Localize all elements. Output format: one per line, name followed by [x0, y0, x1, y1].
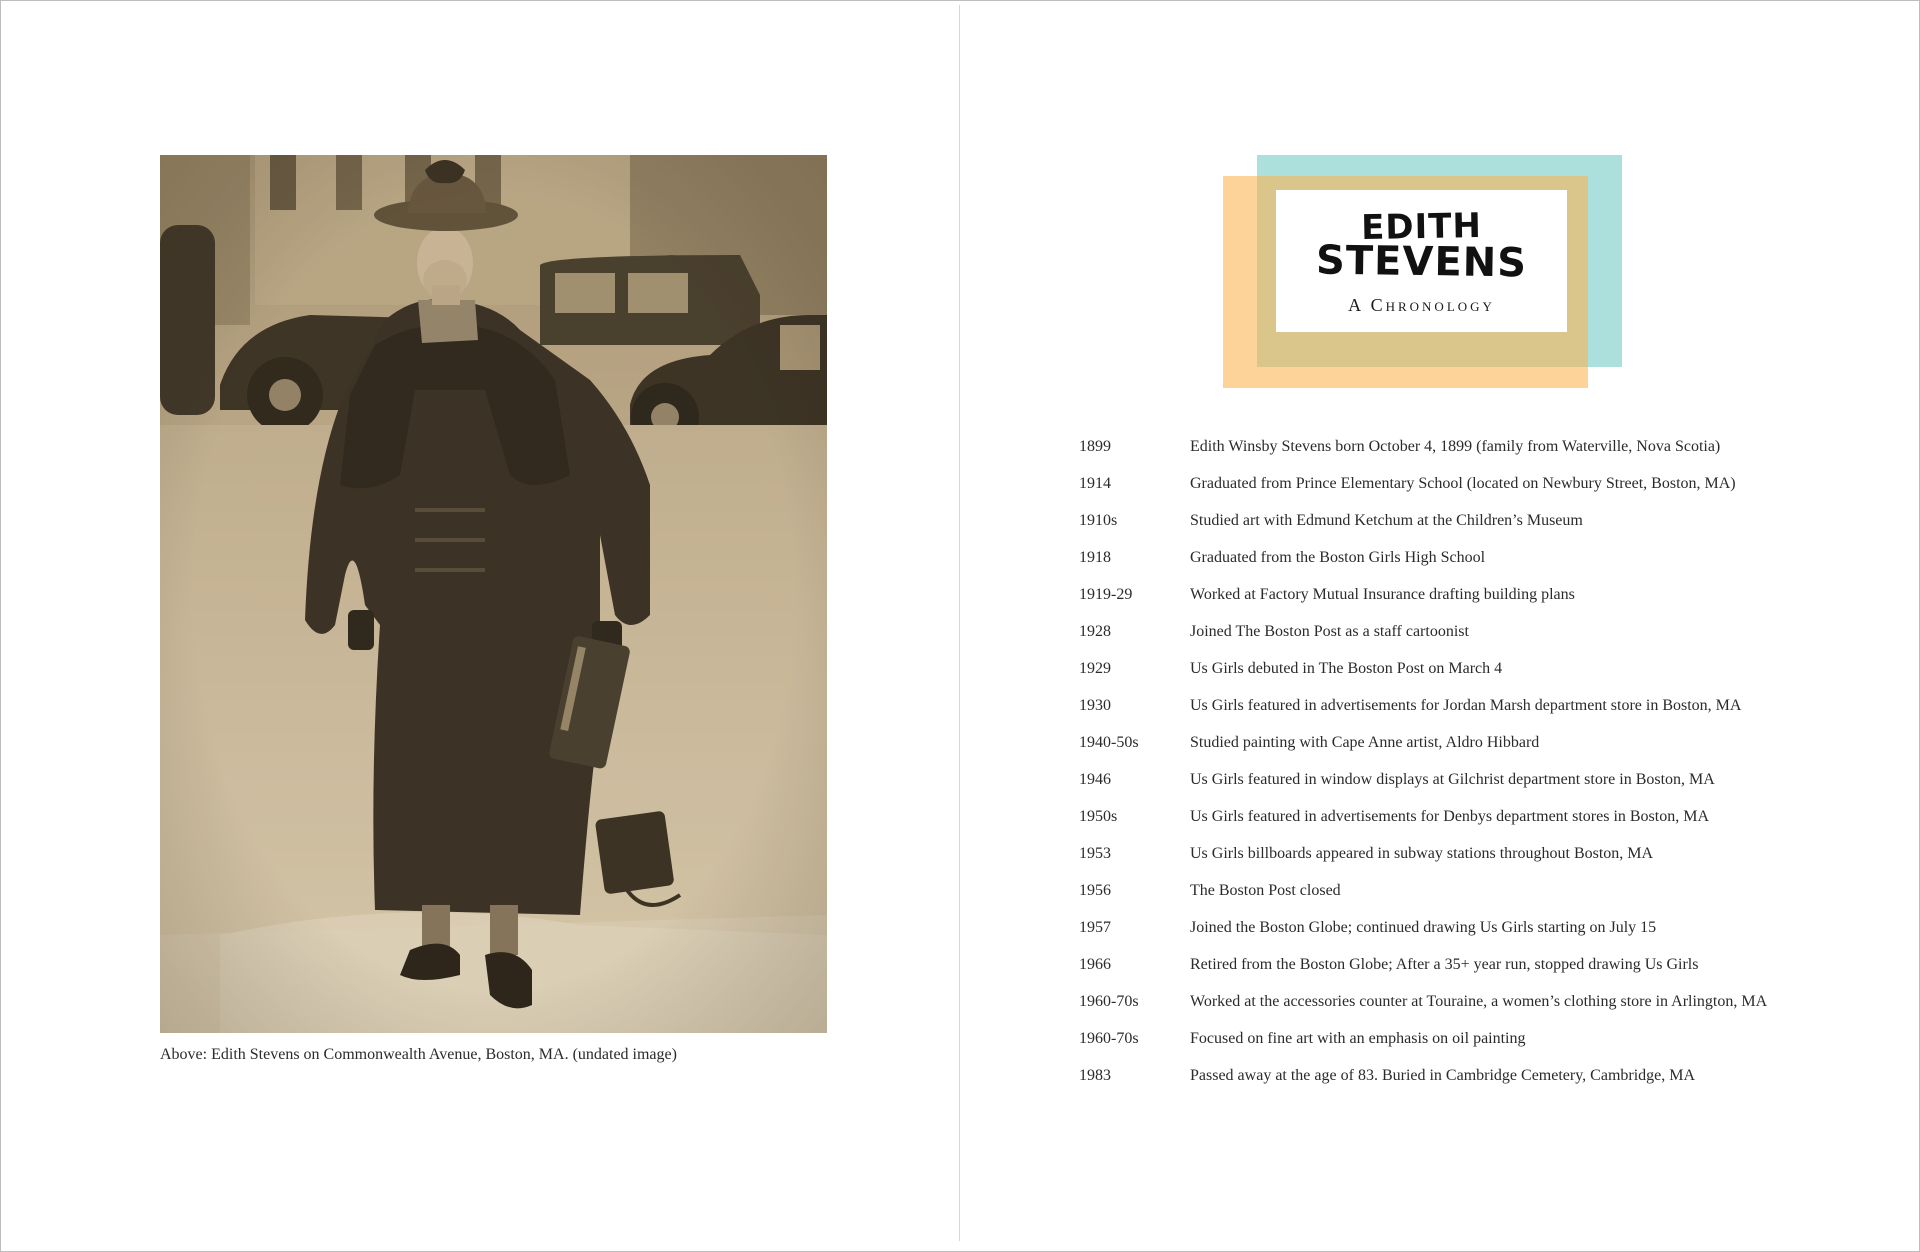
entry-year: 1910s — [1079, 512, 1118, 529]
entry-year: 1960-70s — [1079, 993, 1139, 1010]
entry-event: Worked at Factory Mutual Insurance drafting building plans — [1190, 586, 1575, 603]
entry-event: Joined The Boston Post as a staff cartoonist — [1190, 623, 1469, 640]
logo-name-last: STEVENS — [1315, 237, 1528, 287]
entry-year: 1983 — [1079, 1067, 1111, 1084]
chronology-entry — [1079, 919, 1819, 956]
entry-year: 1960-70s — [1079, 1030, 1139, 1047]
entry-event: Studied painting with Cape Anne artist, Aldro Hibbard — [1190, 734, 1540, 751]
entry-year: 1930 — [1079, 697, 1111, 714]
entry-year: 1899 — [1079, 438, 1111, 455]
chronology-entry — [1079, 993, 1819, 1030]
chronology-entry — [1079, 512, 1819, 549]
entry-year: 1928 — [1079, 623, 1111, 640]
chronology-entry — [1079, 475, 1819, 512]
entry-event: Focused on fine art with an emphasis on oil painting — [1190, 1030, 1526, 1047]
chronology-entry — [1079, 845, 1819, 882]
page-gutter — [959, 5, 960, 1241]
entry-event: Us Girls featured in advertisements for Denbys department stores in Boston, MA — [1190, 808, 1710, 825]
entry-event: Retired from the Boston Globe; After a 35+ year run, stopped drawing Us Girls — [1190, 956, 1699, 973]
entry-event: Studied art with Edmund Ketchum at the Children’s Museum — [1190, 512, 1583, 529]
chronology-entry — [1079, 882, 1819, 919]
chronology-entry — [1079, 734, 1819, 771]
chronology-entry — [1079, 1030, 1819, 1067]
entry-event: Us Girls featured in window displays at Gilchrist department store in Boston, MA — [1190, 771, 1715, 788]
chronology-entry — [1079, 808, 1819, 845]
chronology-entry — [1079, 660, 1819, 697]
entry-event: Graduated from the Boston Girls High School — [1190, 549, 1486, 566]
entry-event: Edith Winsby Stevens born October 4, 1899 (family from Waterville, Nova Scotia) — [1190, 438, 1721, 455]
entry-event: Us Girls debuted in The Boston Post on March 4 — [1190, 660, 1503, 677]
entry-year: 1914 — [1079, 475, 1111, 492]
chronology-subtitle: A Chronology — [1348, 295, 1495, 315]
chronology-list — [1079, 438, 1819, 1104]
title-block — [1223, 155, 1623, 389]
entry-event: Graduated from Prince Elementary School (located on Newbury Street, Boston, MA) — [1190, 475, 1736, 492]
entry-year: 1957 — [1079, 919, 1111, 936]
chronology-entry — [1079, 956, 1819, 993]
chronology-entry — [1079, 1067, 1819, 1104]
entry-event: Worked at the accessories counter at Touraine, a women’s clothing store in Arlington, MA — [1190, 993, 1768, 1010]
entry-event: Us Girls featured in advertisements for Jordan Marsh department store in Boston, MA — [1190, 697, 1742, 714]
chronology-entry — [1079, 771, 1819, 808]
entry-event: The Boston Post closed — [1190, 882, 1341, 899]
chronology-entry — [1079, 586, 1819, 623]
entry-year: 1919-29 — [1079, 586, 1133, 603]
photo-caption: Above: Edith Stevens on Commonwealth Avenue, Boston, MA. (undated image) — [160, 1046, 677, 1063]
portrait-photograph — [160, 155, 827, 1033]
entry-year: 1946 — [1079, 771, 1111, 788]
entry-event: Passed away at the age of 83. Buried in Cambridge Cemetery, Cambridge, MA — [1190, 1067, 1696, 1084]
logo-name-first: EDITH — [1360, 205, 1483, 249]
entry-year: 1950s — [1079, 808, 1118, 825]
entry-event: Us Girls billboards appeared in subway stations throughout Boston, MA — [1190, 845, 1654, 862]
entry-year: 1956 — [1079, 882, 1111, 899]
entry-event: Joined the Boston Globe; continued drawing Us Girls starting on July 15 — [1190, 919, 1657, 936]
entry-year: 1929 — [1079, 660, 1111, 677]
title-card — [1276, 190, 1567, 332]
entry-year: 1953 — [1079, 845, 1111, 862]
entry-year: 1918 — [1079, 549, 1111, 566]
chronology-entry — [1079, 438, 1819, 475]
entry-year: 1966 — [1079, 956, 1111, 973]
chronology-entry — [1079, 623, 1819, 660]
entry-year: 1940-50s — [1079, 734, 1139, 751]
chronology-entry — [1079, 549, 1819, 586]
chronology-entry — [1079, 697, 1819, 734]
